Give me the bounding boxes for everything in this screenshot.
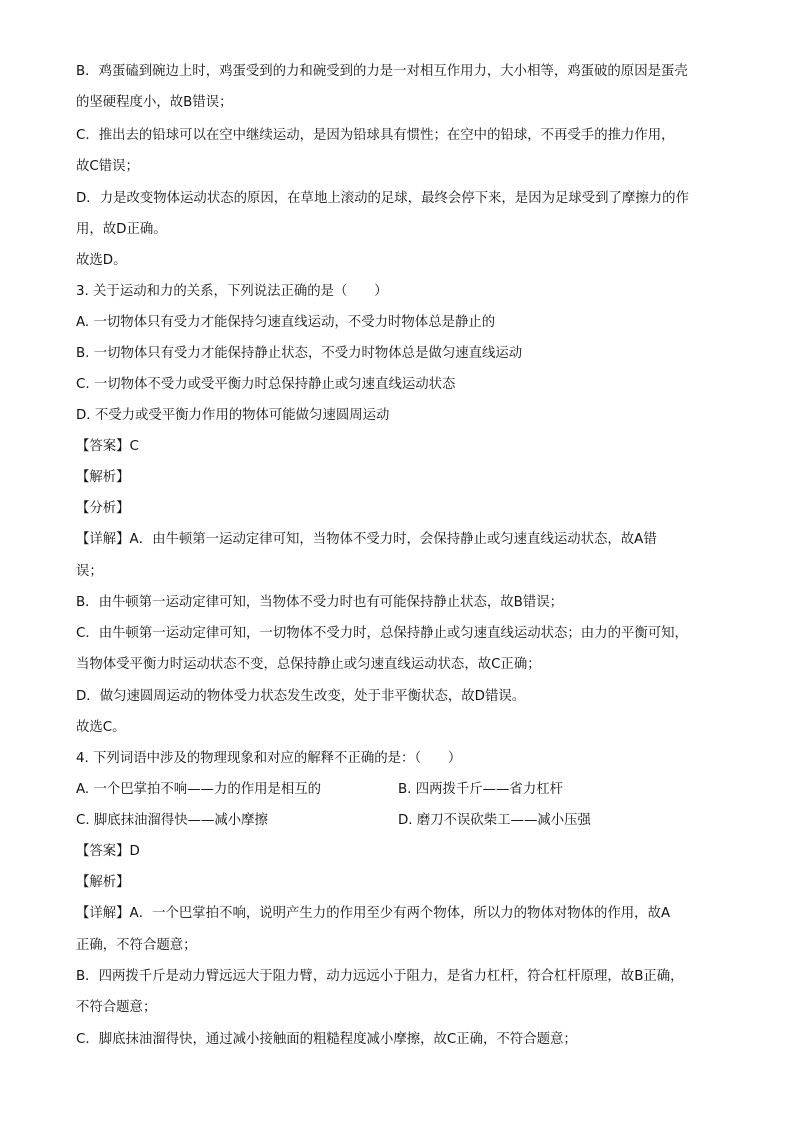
question-4-option-c: C. 脚底抹油溜得快——减小摩擦 [76, 813, 268, 828]
question-3-option-b: B. 一切物体只有受力才能保持静止状态，不受力时物体总是做匀速直线运动 [76, 346, 523, 361]
question-4-detail-line: B．四两拨千斤是动力臂远远大于阻力臂，动力远远小于阻力，是省力杠杆，符合杠杆原理，故B正确， [76, 969, 684, 984]
question-3-detail-line: B．由牛顿第一运动定律可知，当物体不受力时也有可能保持静止状态，故B错误； [76, 595, 564, 610]
question-3-detail-line: 误； [76, 564, 103, 579]
question-3-option-d: D. 不受力或受平衡力作用的物体可能做匀速圆周运动 [76, 408, 390, 423]
question-4-detail-line: 正确，不符合题意； [76, 938, 197, 953]
question-4-option-b: B. 四两拨千斤——省力杠杆 [398, 782, 563, 797]
paragraph-line: 的坚硬程度小，故B错误； [76, 95, 233, 110]
paragraph-line: B．鸡蛋磕到碗边上时，鸡蛋受到的力和碗受到的力是一对相互作用力，大小相等，鸡蛋破的原因是蛋壳 [76, 64, 688, 79]
question-4-answer: 【答案】D [76, 844, 140, 859]
paragraph-line: 故C错误； [76, 159, 139, 174]
question-3-fenxi-heading: 【分析】 [76, 501, 130, 516]
paragraph-line: 故选D。 [76, 253, 127, 268]
question-3-conclusion: 故选C。 [76, 720, 126, 735]
paragraph-line: 用，故D正确。 [76, 222, 167, 237]
question-3-detail-line: 【详解】A．由牛顿第一运动定律可知，当物体不受力时，会保持静止或匀速直线运动状态，故A错 [76, 532, 657, 547]
question-4-option-d: D. 磨刀不误砍柴工——减小压强 [398, 813, 591, 828]
question-3-answer: 【答案】C [76, 439, 139, 454]
question-3-detail-line: C．由牛顿第一运动定律可知，一切物体不受力时，总保持静止或匀速直线运动状态；由力的平衡可知， [76, 626, 688, 641]
question-4-detail-line: C．脚底抹油溜得快，通过减小接触面的粗糙程度减小摩擦，故C正确，不符合题意； [76, 1032, 577, 1047]
question-3-analysis-heading: 【解析】 [76, 470, 130, 485]
paragraph-line: D．力是改变物体运动状态的原因，在草地上滚动的足球，最终会停下来，是因为足球受到了摩擦力的作 [76, 191, 689, 206]
question-3-detail-line: 当物体受平衡力时运动状态不变，总保持静止或匀速直线运动状态，故C正确； [76, 657, 541, 672]
question-4-option-a: A. 一个巴掌拍不响——力的作用是相互的 [76, 782, 322, 797]
question-3-stem: 3. 关于运动和力的关系，下列说法正确的是（ ） [76, 284, 388, 299]
question-3-option-a: A. 一切物体只有受力才能保持匀速直线运动，不受力时物体总是静止的 [76, 315, 496, 330]
question-4-detail-line: 【详解】A．一个巴掌拍不响，说明产生力的作用至少有两个物体，所以力的物体对物体的作用，故A [76, 906, 671, 921]
question-4-analysis-heading: 【解析】 [76, 875, 130, 890]
question-4-stem: 4. 下列词语中涉及的物理现象和对应的解释不正确的是：（ ） [76, 751, 462, 766]
question-3-detail-line: D．做匀速圆周运动的物体受力状态发生改变，处于非平衡状态，故D错误。 [76, 689, 526, 704]
paragraph-line: C．推出去的铅球可以在空中继续运动，是因为铅球具有惯性；在空中的铅球，不再受手的推力作用， [76, 128, 675, 143]
question-3-option-c: C. 一切物体不受力或受平衡力时总保持静止或匀速直线运动状态 [76, 377, 456, 392]
question-4-detail-line: 不符合题意； [76, 1000, 157, 1015]
